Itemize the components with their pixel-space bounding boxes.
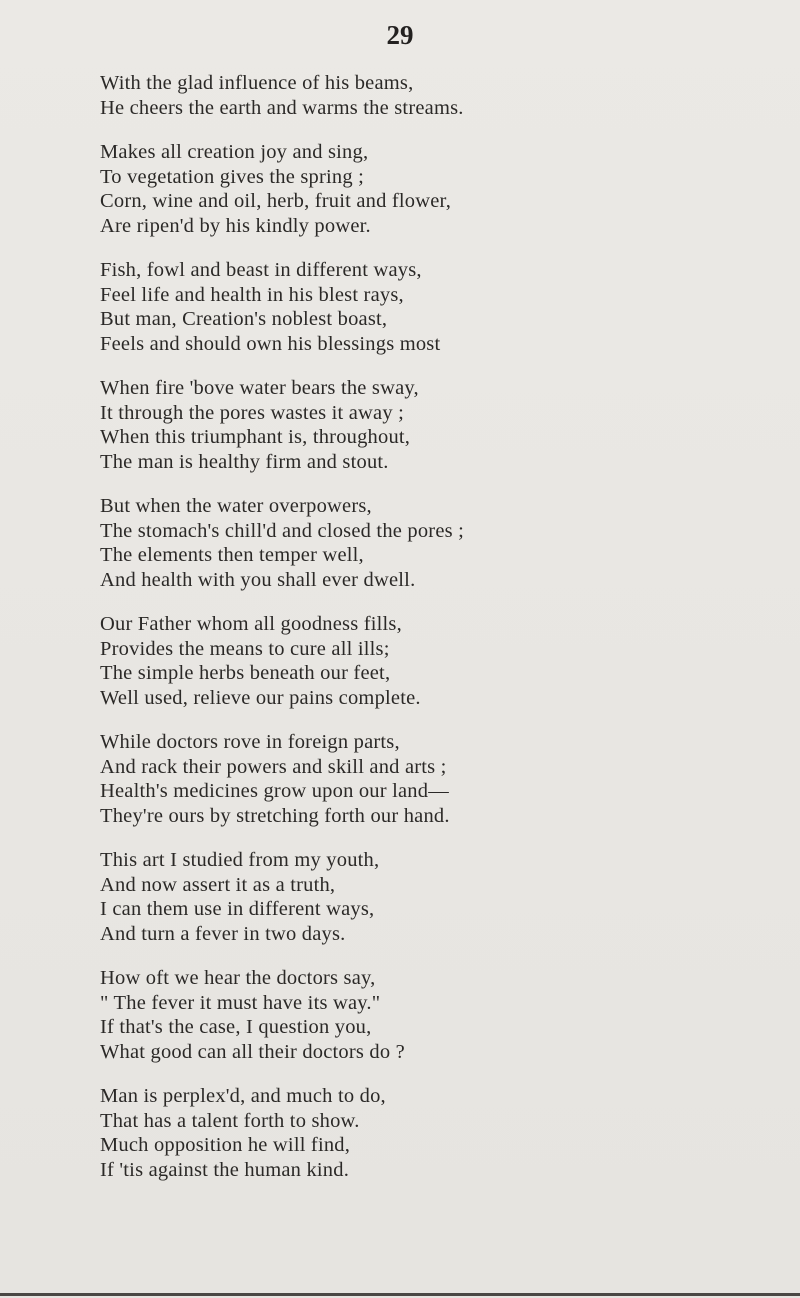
poem-line: Corn, wine and oil, herb, fruit and flower, <box>100 190 452 212</box>
poem-line: Fish, fowl and beast in different ways, <box>100 259 422 281</box>
poem-line: Health's medicines grow upon our land— <box>100 780 449 802</box>
stanza <box>100 71 790 120</box>
poem-line: That has a talent forth to show. <box>100 1109 360 1132</box>
poem-line: The man is healthy firm and stout. <box>100 450 389 473</box>
poem-line: When fire 'bove water bears the sway, <box>100 377 419 399</box>
poem-line: Our Father whom all goodness fills, <box>100 613 402 635</box>
poem-line: And rack their powers and skill and arts ; <box>100 755 447 778</box>
poem-line: What good can all their doctors do ? <box>100 1040 405 1063</box>
poem-line: Provides the means to cure all ills; <box>100 637 390 660</box>
poem-line: Much opposition he will find, <box>100 1134 351 1156</box>
poem-line: But when the water overpowers, <box>100 495 372 517</box>
stanza <box>100 730 790 828</box>
poem-line: If 'tis against the human kind. <box>100 1158 350 1181</box>
poem-line: Man is perplex'd, and much to do, <box>100 1085 386 1107</box>
poem-line: Feels and should own his blessings most <box>100 332 441 355</box>
poem-line: To vegetation gives the spring ; <box>100 165 365 188</box>
poem-line: This art I studied from my youth, <box>100 849 380 871</box>
poem-line: Well used, relieve our pains complete. <box>100 686 421 709</box>
poem-line: Are ripen'd by his kindly power. <box>100 214 371 237</box>
poem-line: Makes all creation joy and sing, <box>100 141 369 163</box>
stanza <box>100 848 790 946</box>
stanza <box>100 376 790 474</box>
poem-line: He cheers the earth and warms the streams. <box>100 96 464 119</box>
poem-line: But man, Creation's noblest boast, <box>100 308 388 330</box>
poem-line: " The fever it must have its way." <box>100 991 381 1014</box>
poem <box>100 71 790 1202</box>
poem-line: And now assert it as a truth, <box>100 873 336 896</box>
poem-line: The elements then temper well, <box>100 544 364 566</box>
bottom-edge-rule <box>0 1293 800 1296</box>
poem-line: The stomach's chill'd and closed the pores ; <box>100 519 465 542</box>
poem-line: It through the pores wastes it away ; <box>100 401 405 424</box>
poem-line: With the glad influence of his beams, <box>100 72 414 94</box>
stanza <box>100 494 790 592</box>
poem-line: While doctors rove in foreign parts, <box>100 731 400 753</box>
stanza <box>100 140 790 238</box>
poem-line: If that's the case, I question you, <box>100 1016 372 1038</box>
poem-line: And health with you shall ever dwell. <box>100 568 416 591</box>
poem-line: When this triumphant is, throughout, <box>100 426 411 448</box>
stanza <box>100 1084 790 1182</box>
stanza <box>100 258 790 356</box>
stanza <box>100 966 790 1064</box>
poem-line: Feel life and health in his blest rays, <box>100 283 404 306</box>
poem-line: How oft we hear the doctors say, <box>100 967 376 989</box>
poem-line: I can them use in different ways, <box>100 898 375 920</box>
poem-line: The simple herbs beneath our feet, <box>100 662 391 684</box>
page-number: 29 <box>386 20 414 50</box>
stanza <box>100 612 790 710</box>
poem-line: And turn a fever in two days. <box>100 922 346 945</box>
poem-line: They're ours by stretching forth our hand. <box>100 804 450 827</box>
